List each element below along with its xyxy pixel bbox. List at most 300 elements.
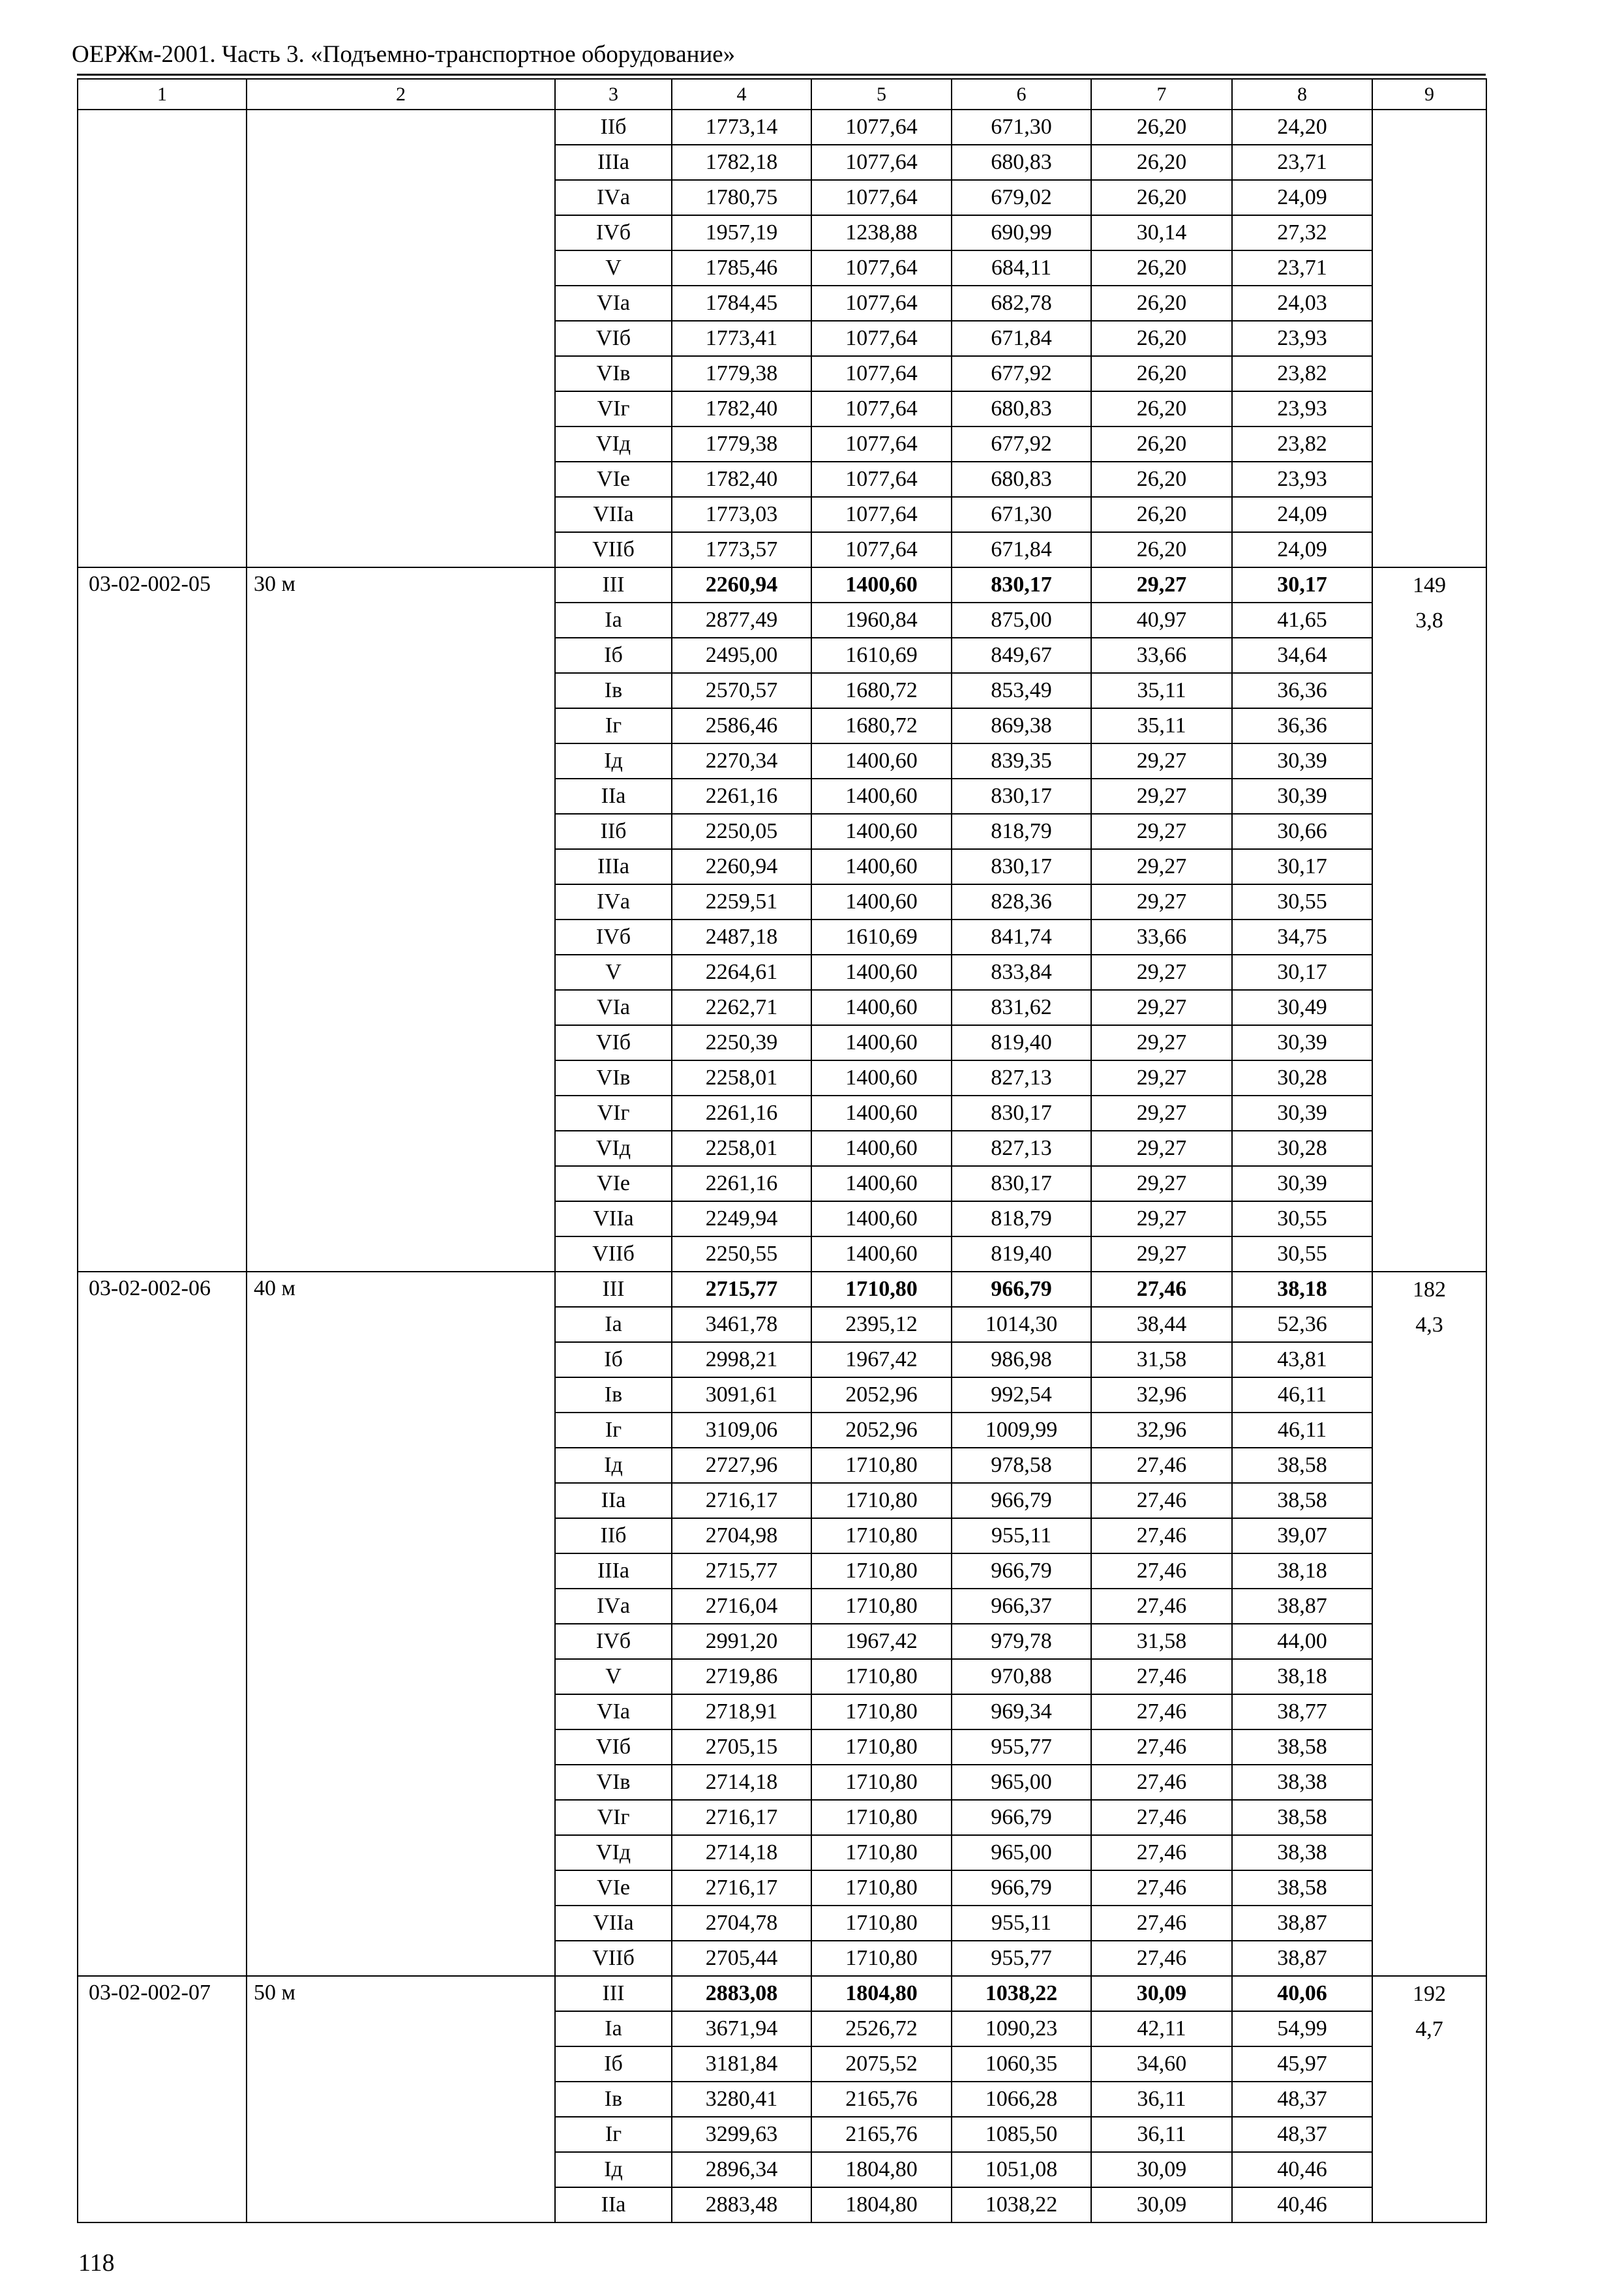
- materials: 30,39: [1232, 1096, 1372, 1131]
- norm-labor-cell: [1372, 1976, 1486, 2222]
- machine-operation: 875,00: [952, 603, 1091, 638]
- total-cost: 3671,94: [672, 2011, 811, 2046]
- machinist-labor: 4,3: [1415, 1313, 1443, 1337]
- zone-code: VIд: [555, 426, 672, 462]
- machinist-wages: 29,27: [1091, 567, 1232, 603]
- materials: 38,58: [1232, 1483, 1372, 1518]
- total-cost: 2704,78: [672, 1906, 811, 1941]
- total-cost: 1779,38: [672, 426, 811, 462]
- machinist-wages: 35,11: [1091, 673, 1232, 708]
- materials: 38,58: [1232, 1800, 1372, 1835]
- machinist-wages: 27,46: [1091, 1694, 1232, 1729]
- materials: 38,87: [1232, 1906, 1372, 1941]
- zone-code: VIг: [555, 1800, 672, 1835]
- machine-operation: 679,02: [952, 180, 1091, 215]
- wages: 2395,12: [811, 1307, 952, 1342]
- machinist-wages: 32,96: [1091, 1413, 1232, 1448]
- norm-code: 03-02-002-07: [78, 1976, 247, 2222]
- wages: 1710,80: [811, 1800, 952, 1835]
- materials: 36,36: [1232, 673, 1372, 708]
- materials: 30,55: [1232, 884, 1372, 920]
- machinist-wages: 36,11: [1091, 2082, 1232, 2117]
- machine-operation: 986,98: [952, 1342, 1091, 1377]
- total-cost: 1784,45: [672, 286, 811, 321]
- zone-code: IIб: [555, 110, 672, 145]
- zone-code: VIб: [555, 1729, 672, 1765]
- total-cost: 1782,40: [672, 462, 811, 497]
- materials: 43,81: [1232, 1342, 1372, 1377]
- wages: 1710,80: [811, 1906, 952, 1941]
- zone-code: VIа: [555, 286, 672, 321]
- machinist-wages: 27,46: [1091, 1870, 1232, 1906]
- zone-code: VIа: [555, 1694, 672, 1729]
- column-number: 3: [555, 79, 672, 110]
- norm-name: 30 м: [247, 567, 555, 1272]
- machinist-wages: 30,09: [1091, 2187, 1232, 2222]
- materials: 24,09: [1232, 497, 1372, 532]
- materials: 38,58: [1232, 1870, 1372, 1906]
- machine-operation: 833,84: [952, 955, 1091, 990]
- wages: 1400,60: [811, 849, 952, 884]
- total-cost: 1780,75: [672, 180, 811, 215]
- table-row: [78, 1976, 1486, 2011]
- total-cost: 2250,55: [672, 1236, 811, 1272]
- machinist-wages: 26,20: [1091, 286, 1232, 321]
- machine-operation: 1009,99: [952, 1413, 1091, 1448]
- wages: 1077,64: [811, 497, 952, 532]
- machinist-wages: 29,27: [1091, 884, 1232, 920]
- machinist-wages: 30,09: [1091, 2152, 1232, 2187]
- table-row: [78, 110, 1486, 145]
- zone-code: III: [555, 567, 672, 603]
- total-cost: 2991,20: [672, 1624, 811, 1659]
- wages: 1400,60: [811, 990, 952, 1025]
- wages: 1710,80: [811, 1941, 952, 1976]
- materials: 23,93: [1232, 462, 1372, 497]
- total-cost: 2259,51: [672, 884, 811, 920]
- zone-code: Iд: [555, 743, 672, 779]
- machinist-wages: 31,58: [1091, 1342, 1232, 1377]
- total-cost: 2705,44: [672, 1941, 811, 1976]
- total-cost: 2998,21: [672, 1342, 811, 1377]
- machine-operation: 1051,08: [952, 2152, 1091, 2187]
- column-number: 4: [672, 79, 811, 110]
- total-cost: 2883,48: [672, 2187, 811, 2222]
- machinist-wages: 27,46: [1091, 1729, 1232, 1765]
- column-number: 9: [1372, 79, 1486, 110]
- materials: 41,65: [1232, 603, 1372, 638]
- zone-code: IIа: [555, 1483, 672, 1518]
- machinist-wages: 26,20: [1091, 426, 1232, 462]
- zone-code: IIIа: [555, 1553, 672, 1589]
- wages: 1610,69: [811, 920, 952, 955]
- wages: 1400,60: [811, 814, 952, 849]
- total-cost: 3299,63: [672, 2117, 811, 2152]
- machinist-wages: 31,58: [1091, 1624, 1232, 1659]
- machine-operation: 966,79: [952, 1553, 1091, 1589]
- wages: 1960,84: [811, 603, 952, 638]
- wages: 1400,60: [811, 743, 952, 779]
- zone-code: VIг: [555, 1096, 672, 1131]
- column-number: 1: [78, 79, 247, 110]
- zone-code: Iд: [555, 2152, 672, 2187]
- machine-operation: 1038,22: [952, 2187, 1091, 2222]
- machinist-wages: 29,27: [1091, 1236, 1232, 1272]
- machine-operation: 818,79: [952, 814, 1091, 849]
- materials: 30,17: [1232, 567, 1372, 603]
- wages: 1077,64: [811, 180, 952, 215]
- machinist-wages: 26,20: [1091, 532, 1232, 567]
- wages: 1238,88: [811, 215, 952, 250]
- total-cost: 2718,91: [672, 1694, 811, 1729]
- zone-code: Iг: [555, 1413, 672, 1448]
- zone-code: Iг: [555, 708, 672, 743]
- machine-operation: 1060,35: [952, 2046, 1091, 2082]
- machinist-wages: 27,46: [1091, 1835, 1232, 1870]
- norm-code: 03-02-002-05: [78, 567, 247, 1272]
- wages: 1710,80: [811, 1448, 952, 1483]
- machinist-wages: 29,27: [1091, 814, 1232, 849]
- machine-operation: 966,79: [952, 1800, 1091, 1835]
- machine-operation: 819,40: [952, 1236, 1091, 1272]
- machine-operation: 1090,23: [952, 2011, 1091, 2046]
- machine-operation: 955,11: [952, 1518, 1091, 1553]
- machinist-wages: 27,46: [1091, 1448, 1232, 1483]
- total-cost: 2716,17: [672, 1483, 811, 1518]
- wages: 1680,72: [811, 673, 952, 708]
- zone-code: IVа: [555, 1589, 672, 1624]
- total-cost: 2704,98: [672, 1518, 811, 1553]
- column-number: 5: [811, 79, 952, 110]
- zone-code: Iа: [555, 2011, 672, 2046]
- total-cost: 1957,19: [672, 215, 811, 250]
- zone-code: IVа: [555, 180, 672, 215]
- wages: 1077,64: [811, 391, 952, 426]
- wages: 2052,96: [811, 1377, 952, 1413]
- machinist-wages: 35,11: [1091, 708, 1232, 743]
- column-number-row: [78, 79, 1486, 110]
- materials: 39,07: [1232, 1518, 1372, 1553]
- machinist-wages: 29,27: [1091, 955, 1232, 990]
- machinist-wages: 26,20: [1091, 145, 1232, 180]
- machine-operation: 830,17: [952, 1096, 1091, 1131]
- materials: 34,64: [1232, 638, 1372, 673]
- wages: 1077,64: [811, 286, 952, 321]
- materials: 30,39: [1232, 779, 1372, 814]
- zone-code: VIIб: [555, 1236, 672, 1272]
- total-cost: 2586,46: [672, 708, 811, 743]
- wages: 1710,80: [811, 1589, 952, 1624]
- machinist-wages: 29,27: [1091, 849, 1232, 884]
- page-number: 118: [78, 2249, 115, 2277]
- materials: 30,55: [1232, 1201, 1372, 1236]
- zone-code: VIв: [555, 1765, 672, 1800]
- machinist-wages: 26,20: [1091, 391, 1232, 426]
- column-number: 6: [952, 79, 1091, 110]
- total-cost: 2877,49: [672, 603, 811, 638]
- wages: 1710,80: [811, 1553, 952, 1589]
- labor-costs: 192: [1413, 1982, 1446, 2006]
- wages: 1077,64: [811, 321, 952, 356]
- zone-code: Iб: [555, 1342, 672, 1377]
- machine-operation: 970,88: [952, 1659, 1091, 1694]
- wages: 1077,64: [811, 356, 952, 391]
- machinist-wages: 29,27: [1091, 1166, 1232, 1201]
- header-rule: [77, 74, 1486, 76]
- machine-operation: 684,11: [952, 250, 1091, 286]
- materials: 38,58: [1232, 1448, 1372, 1483]
- machinist-wages: 29,27: [1091, 779, 1232, 814]
- wages: 1680,72: [811, 708, 952, 743]
- materials: 40,46: [1232, 2152, 1372, 2187]
- wages: 2075,52: [811, 2046, 952, 2082]
- machinist-wages: 27,46: [1091, 1483, 1232, 1518]
- wages: 1077,64: [811, 145, 952, 180]
- zone-code: Iв: [555, 1377, 672, 1413]
- total-cost: 2719,86: [672, 1659, 811, 1694]
- total-cost: 2570,57: [672, 673, 811, 708]
- machine-operation: 827,13: [952, 1131, 1091, 1166]
- total-cost: 1773,14: [672, 110, 811, 145]
- column-number: 7: [1091, 79, 1232, 110]
- zone-code: IIIа: [555, 849, 672, 884]
- wages: 1077,64: [811, 110, 952, 145]
- machinist-wages: 29,27: [1091, 1096, 1232, 1131]
- wages: 1610,69: [811, 638, 952, 673]
- machine-operation: 671,84: [952, 321, 1091, 356]
- materials: 30,49: [1232, 990, 1372, 1025]
- zone-code: IIа: [555, 779, 672, 814]
- machine-operation: 955,11: [952, 1906, 1091, 1941]
- machinist-wages: 27,46: [1091, 1765, 1232, 1800]
- zone-code: Iв: [555, 2082, 672, 2117]
- zone-code: VIг: [555, 391, 672, 426]
- machine-operation: 671,30: [952, 497, 1091, 532]
- materials: 24,09: [1232, 180, 1372, 215]
- wages: 1967,42: [811, 1342, 952, 1377]
- machine-operation: 677,92: [952, 426, 1091, 462]
- machinist-wages: 30,14: [1091, 215, 1232, 250]
- norm-labor-cell: [1372, 110, 1486, 567]
- wages: 1710,80: [811, 1870, 952, 1906]
- materials: 30,17: [1232, 955, 1372, 990]
- machine-operation: 830,17: [952, 849, 1091, 884]
- total-cost: 2896,34: [672, 2152, 811, 2187]
- zone-code: VIIа: [555, 497, 672, 532]
- machine-operation: 969,34: [952, 1694, 1091, 1729]
- wages: 1967,42: [811, 1624, 952, 1659]
- zone-code: VIб: [555, 321, 672, 356]
- wages: 1077,64: [811, 250, 952, 286]
- machinist-wages: 29,27: [1091, 1060, 1232, 1096]
- total-cost: 1779,38: [672, 356, 811, 391]
- machine-operation: 869,38: [952, 708, 1091, 743]
- machine-operation: 830,17: [952, 567, 1091, 603]
- zone-code: IVб: [555, 215, 672, 250]
- wages: 2165,76: [811, 2117, 952, 2152]
- total-cost: 3109,06: [672, 1413, 811, 1448]
- total-cost: 3091,61: [672, 1377, 811, 1413]
- wages: 1400,60: [811, 1025, 952, 1060]
- wages: 1804,80: [811, 1976, 952, 2011]
- materials: 30,39: [1232, 1166, 1372, 1201]
- materials: 38,18: [1232, 1272, 1372, 1307]
- zone-code: Iв: [555, 673, 672, 708]
- machine-operation: 680,83: [952, 145, 1091, 180]
- machinist-wages: 26,20: [1091, 462, 1232, 497]
- total-cost: 2487,18: [672, 920, 811, 955]
- total-cost: 2264,61: [672, 955, 811, 990]
- machine-operation: 831,62: [952, 990, 1091, 1025]
- materials: 54,99: [1232, 2011, 1372, 2046]
- materials: 45,97: [1232, 2046, 1372, 2082]
- zone-code: IVа: [555, 884, 672, 920]
- norm-labor-cell: [1372, 1272, 1486, 1976]
- machine-operation: 966,79: [952, 1483, 1091, 1518]
- zone-code: Iб: [555, 638, 672, 673]
- norm-code: [78, 110, 247, 567]
- materials: 38,77: [1232, 1694, 1372, 1729]
- machine-operation: 690,99: [952, 215, 1091, 250]
- machinist-wages: 34,60: [1091, 2046, 1232, 2082]
- total-cost: 2715,77: [672, 1272, 811, 1307]
- machinist-labor: 3,8: [1415, 608, 1443, 633]
- machinist-wages: 26,20: [1091, 110, 1232, 145]
- zone-code: IIб: [555, 814, 672, 849]
- total-cost: 2727,96: [672, 1448, 811, 1483]
- machinist-wages: 33,66: [1091, 638, 1232, 673]
- materials: 30,55: [1232, 1236, 1372, 1272]
- machine-operation: 1014,30: [952, 1307, 1091, 1342]
- machinist-wages: 26,20: [1091, 250, 1232, 286]
- materials: 40,06: [1232, 1976, 1372, 2011]
- wages: 1077,64: [811, 462, 952, 497]
- materials: 23,71: [1232, 145, 1372, 180]
- machinist-wages: 29,27: [1091, 1131, 1232, 1166]
- zone-code: III: [555, 1272, 672, 1307]
- total-cost: 2714,18: [672, 1835, 811, 1870]
- materials: 24,09: [1232, 532, 1372, 567]
- machine-operation: 966,79: [952, 1272, 1091, 1307]
- total-cost: 2261,16: [672, 779, 811, 814]
- materials: 30,39: [1232, 1025, 1372, 1060]
- table-row: [78, 1272, 1486, 1307]
- materials: 52,36: [1232, 1307, 1372, 1342]
- total-cost: 2716,17: [672, 1800, 811, 1835]
- zone-code: VIIб: [555, 1941, 672, 1976]
- materials: 46,11: [1232, 1413, 1372, 1448]
- total-cost: 3181,84: [672, 2046, 811, 2082]
- materials: 38,87: [1232, 1589, 1372, 1624]
- labor-costs: 149: [1413, 573, 1446, 597]
- machinist-wages: 27,46: [1091, 1589, 1232, 1624]
- total-cost: 1773,41: [672, 321, 811, 356]
- total-cost: 2250,05: [672, 814, 811, 849]
- machinist-wages: 32,96: [1091, 1377, 1232, 1413]
- norm-code: 03-02-002-06: [78, 1272, 247, 1976]
- machine-operation: 955,77: [952, 1729, 1091, 1765]
- total-cost: 1782,40: [672, 391, 811, 426]
- total-cost: 2258,01: [672, 1060, 811, 1096]
- materials: 23,82: [1232, 356, 1372, 391]
- wages: 1400,60: [811, 1201, 952, 1236]
- materials: 30,17: [1232, 849, 1372, 884]
- zone-code: VIв: [555, 1060, 672, 1096]
- machine-operation: 979,78: [952, 1624, 1091, 1659]
- zone-code: Iа: [555, 1307, 672, 1342]
- zone-code: VIб: [555, 1025, 672, 1060]
- machine-operation: 671,30: [952, 110, 1091, 145]
- wages: 1710,80: [811, 1518, 952, 1553]
- wages: 1400,60: [811, 884, 952, 920]
- zone-code: V: [555, 1659, 672, 1694]
- materials: 36,36: [1232, 708, 1372, 743]
- materials: 30,28: [1232, 1131, 1372, 1166]
- zone-code: VIа: [555, 990, 672, 1025]
- zone-code: IVб: [555, 920, 672, 955]
- machinist-wages: 29,27: [1091, 1025, 1232, 1060]
- zone-code: Iд: [555, 1448, 672, 1483]
- total-cost: 3461,78: [672, 1307, 811, 1342]
- zone-code: V: [555, 250, 672, 286]
- machine-operation: 819,40: [952, 1025, 1091, 1060]
- wages: 2165,76: [811, 2082, 952, 2117]
- wages: 2052,96: [811, 1413, 952, 1448]
- zone-code: VIе: [555, 1166, 672, 1201]
- machinist-wages: 33,66: [1091, 920, 1232, 955]
- total-cost: 2260,94: [672, 849, 811, 884]
- materials: 38,58: [1232, 1729, 1372, 1765]
- total-cost: 2270,34: [672, 743, 811, 779]
- materials: 38,18: [1232, 1659, 1372, 1694]
- machine-operation: 828,36: [952, 884, 1091, 920]
- total-cost: 2249,94: [672, 1201, 811, 1236]
- wages: 1804,80: [811, 2187, 952, 2222]
- wages: 1077,64: [811, 426, 952, 462]
- zone-code: IVб: [555, 1624, 672, 1659]
- machine-operation: 992,54: [952, 1377, 1091, 1413]
- norm-labor-cell: [1372, 567, 1486, 1272]
- zone-code: Iа: [555, 603, 672, 638]
- total-cost: 1773,03: [672, 497, 811, 532]
- wages: 1804,80: [811, 2152, 952, 2187]
- machine-operation: 853,49: [952, 673, 1091, 708]
- wages: 1710,80: [811, 1483, 952, 1518]
- total-cost: 2716,17: [672, 1870, 811, 1906]
- total-cost: 3280,41: [672, 2082, 811, 2117]
- machinist-wages: 40,97: [1091, 603, 1232, 638]
- materials: 30,28: [1232, 1060, 1372, 1096]
- wages: 1710,80: [811, 1694, 952, 1729]
- column-number: 2: [247, 79, 555, 110]
- total-cost: 2883,08: [672, 1976, 811, 2011]
- machine-operation: 830,17: [952, 1166, 1091, 1201]
- machinist-labor: 4,7: [1415, 2017, 1443, 2041]
- total-cost: 2262,71: [672, 990, 811, 1025]
- machine-operation: 966,37: [952, 1589, 1091, 1624]
- materials: 27,32: [1232, 215, 1372, 250]
- norm-name: 40 м: [247, 1272, 555, 1976]
- machine-operation: 1085,50: [952, 2117, 1091, 2152]
- total-cost: 1773,57: [672, 532, 811, 567]
- labor-costs: 182: [1413, 1278, 1446, 1302]
- machinist-wages: 27,46: [1091, 1272, 1232, 1307]
- total-cost: 2250,39: [672, 1025, 811, 1060]
- zone-code: III: [555, 1976, 672, 2011]
- machinist-wages: 27,46: [1091, 1800, 1232, 1835]
- wages: 1710,80: [811, 1835, 952, 1870]
- total-cost: 2495,00: [672, 638, 811, 673]
